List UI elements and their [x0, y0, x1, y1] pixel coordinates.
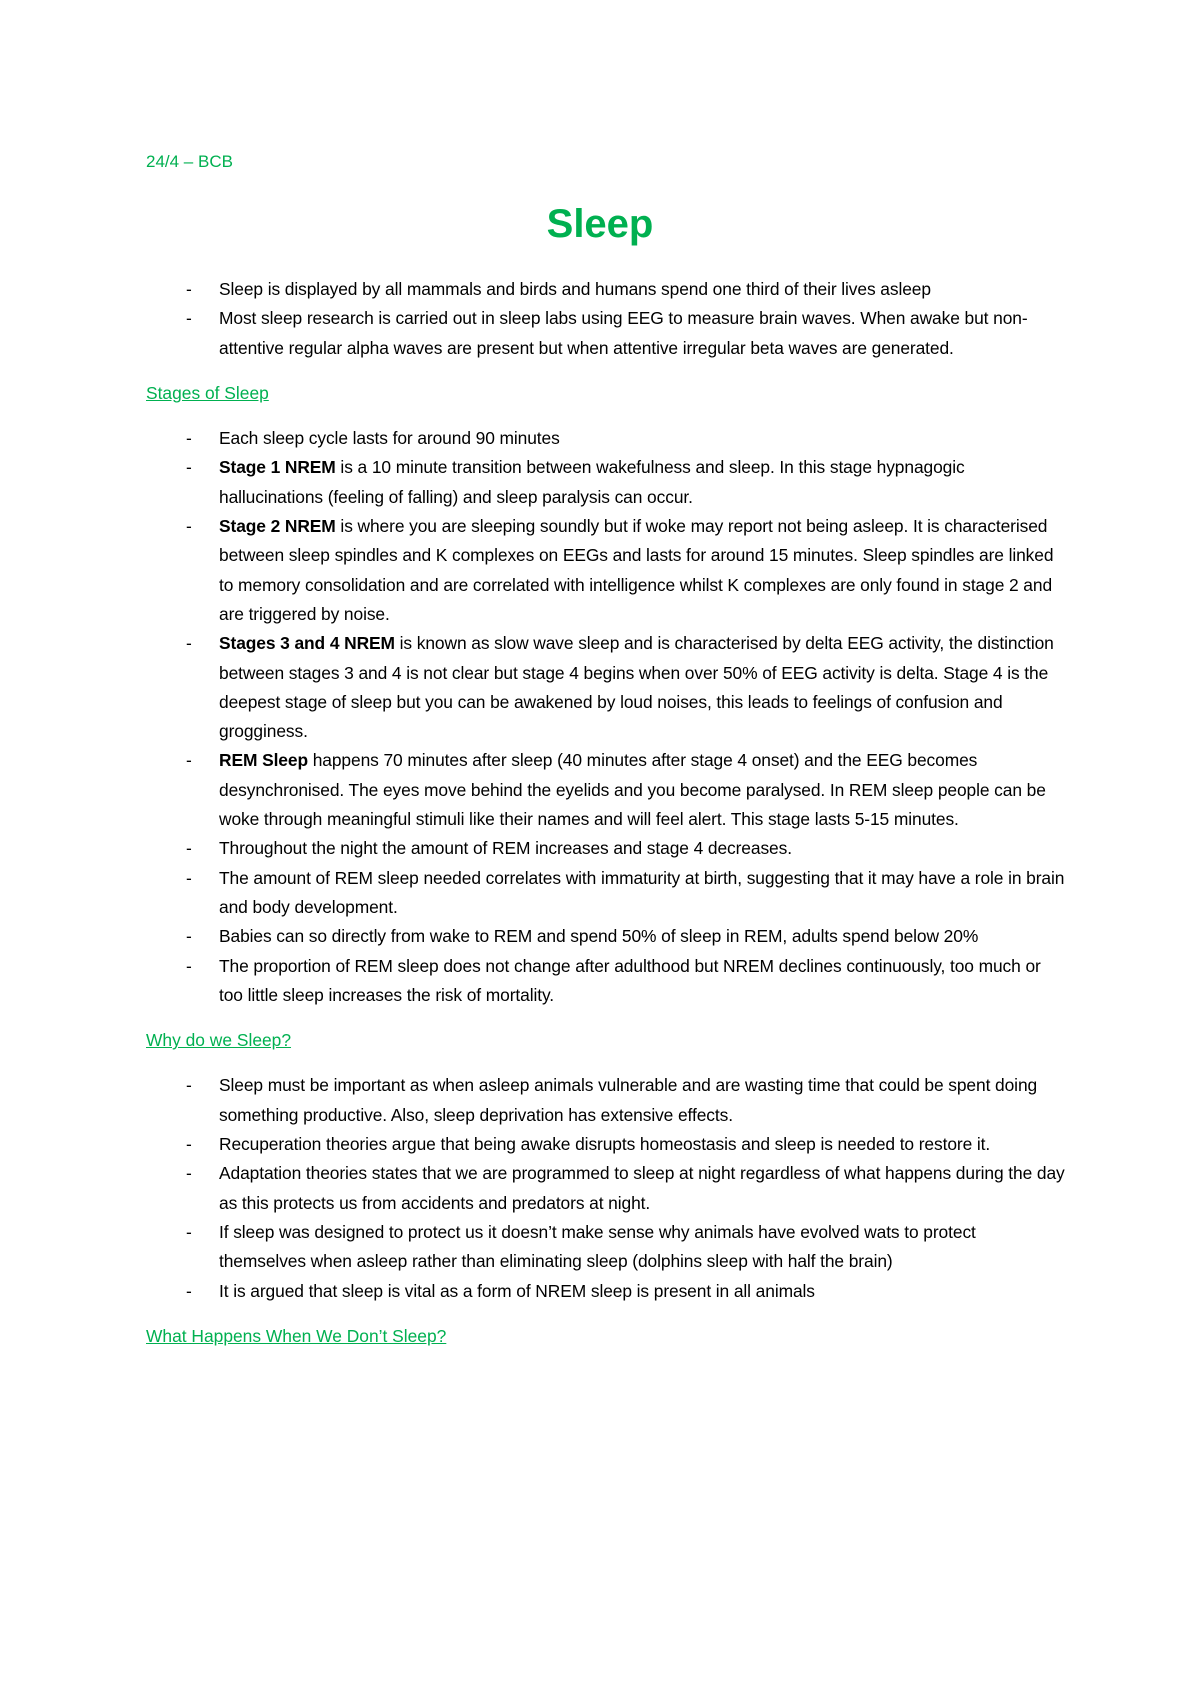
- list-item-text: Each sleep cycle lasts for around 90 minutes: [219, 428, 560, 449]
- term-bold: Stage 2 NREM: [219, 516, 336, 537]
- list-item-text: If sleep was designed to protect us it doesn’t make sense why animals have evolved wats to protect themselves when asleep rather than eliminating sleep (dolphins sleep with half the brain): [219, 1221, 976, 1272]
- bullet-dash: -: [186, 867, 192, 888]
- list-item: [146, 1071, 1066, 1130]
- bullet-dash: -: [186, 838, 192, 859]
- term-bold: Stage 1 NREM: [219, 457, 336, 478]
- list-item-text: Recuperation theories argue that being awake disrupts homeostasis and sleep is needed to restore it.: [219, 1134, 991, 1155]
- list-item: [146, 453, 1066, 512]
- list-item-text: Most sleep research is carried out in sleep labs using EEG to measure brain waves. When awake but non-attentive regular alpha waves are present but when attentive irregular beta waves are generated.: [219, 308, 1028, 358]
- list-item-text: Adaptation theories states that we are programmed to sleep at night regardless of what happens during the day as this protects us from accidents and predators at night.: [219, 1163, 1065, 1213]
- list-item: [146, 1277, 1066, 1306]
- bullet-dash: -: [186, 1280, 192, 1301]
- list-item: [146, 424, 1066, 453]
- list-item-text: Sleep must be important as when asleep animals vulnerable and are wasting time that could be spent doing something productive. Also, sleep deprivation has extensive effects.: [219, 1075, 1038, 1125]
- bullet-dash: -: [186, 516, 192, 537]
- page-title: Sleep: [546, 202, 654, 246]
- bullet-dash: -: [186, 1075, 192, 1096]
- bullet-dash: -: [186, 750, 192, 771]
- list-item: [146, 1130, 1066, 1159]
- list-item: [146, 275, 1066, 304]
- bullet-dash: -: [186, 279, 192, 299]
- list-item: [146, 834, 1066, 863]
- bullet-dash: -: [186, 955, 192, 976]
- list-item: [146, 746, 1066, 834]
- list-item-text: Throughout the night the amount of REM increases and stage 4 decreases.: [219, 838, 792, 859]
- list-item: [146, 629, 1066, 746]
- list-item-text: is known as slow wave sleep and is characterised by delta EEG activity, the distinction between stages 3 and 4 is not clear but stage 4 begins when over 50% of EEG activity is delta. Stage 4 is the deepest stage of sleep but you can be awakened by loud noises, this leads to feelings of confusion and grogginess.: [219, 633, 1054, 742]
- list-item-text: The proportion of REM sleep does not change after adulthood but NREM declines continuously, too much or too little sleep increases the risk of mortality.: [219, 955, 1041, 1005]
- bullet-dash: -: [186, 926, 192, 947]
- list-item: [146, 304, 1066, 363]
- list-item-text: Sleep is displayed by all mammals and birds and humans spend one third of their lives asleep: [219, 279, 931, 299]
- bullet-dash: -: [186, 1163, 192, 1184]
- bullet-dash: -: [186, 633, 192, 654]
- section-heading-stages[interactable]: Stages of Sleep: [146, 382, 269, 403]
- list-item-text: is where you are sleeping soundly but if woke may report not being asleep. It is characterised between sleep spindles and K complexes on EEGs and lasts for around 15 minutes. Sleep spindles are linked to memory consolidation and are correlated with intelligence whilst K complexes are only found in stage 2 and are triggered by noise.: [219, 516, 1054, 624]
- list-item: [146, 922, 1066, 951]
- bullet-dash: -: [186, 428, 192, 449]
- term-bold: REM Sleep: [219, 750, 308, 771]
- bullet-dash: -: [186, 1134, 192, 1155]
- date-line: 24/4 – BCB: [146, 152, 233, 171]
- document-body: [146, 275, 1066, 1367]
- term-bold: Stages 3 and 4 NREM: [219, 633, 395, 654]
- why-sleep-list: [146, 1071, 1066, 1305]
- bullet-dash: -: [186, 457, 192, 478]
- list-item: [146, 1159, 1066, 1218]
- list-item-text: is a 10 minute transition between wakefulness and sleep. In this stage hypnagogic hallucinations (feeling of falling) and sleep paralysis can occur.: [219, 457, 965, 507]
- list-item: [146, 1218, 1066, 1277]
- list-item-text: Babies can so directly from wake to REM and spend 50% of sleep in REM, adults spend below 20%: [219, 926, 979, 947]
- list-item: [146, 952, 1066, 1011]
- bullet-dash: -: [186, 308, 192, 329]
- list-item-text: happens 70 minutes after sleep (40 minutes after stage 4 onset) and the EEG becomes desynchronised. The eyes move behind the eyelids and you become paralysed. In REM sleep people can be woke through meaningful stimuli like their names and will feel alert. This stage lasts 5-15 minutes.: [219, 750, 1046, 830]
- list-item-text: It is argued that sleep is vital as a form of NREM sleep is present in all animals: [219, 1280, 815, 1301]
- section-heading-no-sleep[interactable]: What Happens When We Don’t Sleep?: [146, 1325, 447, 1346]
- bullet-dash: -: [186, 1221, 192, 1242]
- list-item-text: The amount of REM sleep needed correlates with immaturity at birth, suggesting that it may have a role in brain and body development.: [219, 867, 1065, 917]
- list-item: [146, 864, 1066, 923]
- stages-list: [146, 424, 1066, 1010]
- section-heading-why-sleep[interactable]: Why do we Sleep?: [146, 1030, 292, 1051]
- list-item: [146, 512, 1066, 629]
- intro-list: [146, 275, 1066, 363]
